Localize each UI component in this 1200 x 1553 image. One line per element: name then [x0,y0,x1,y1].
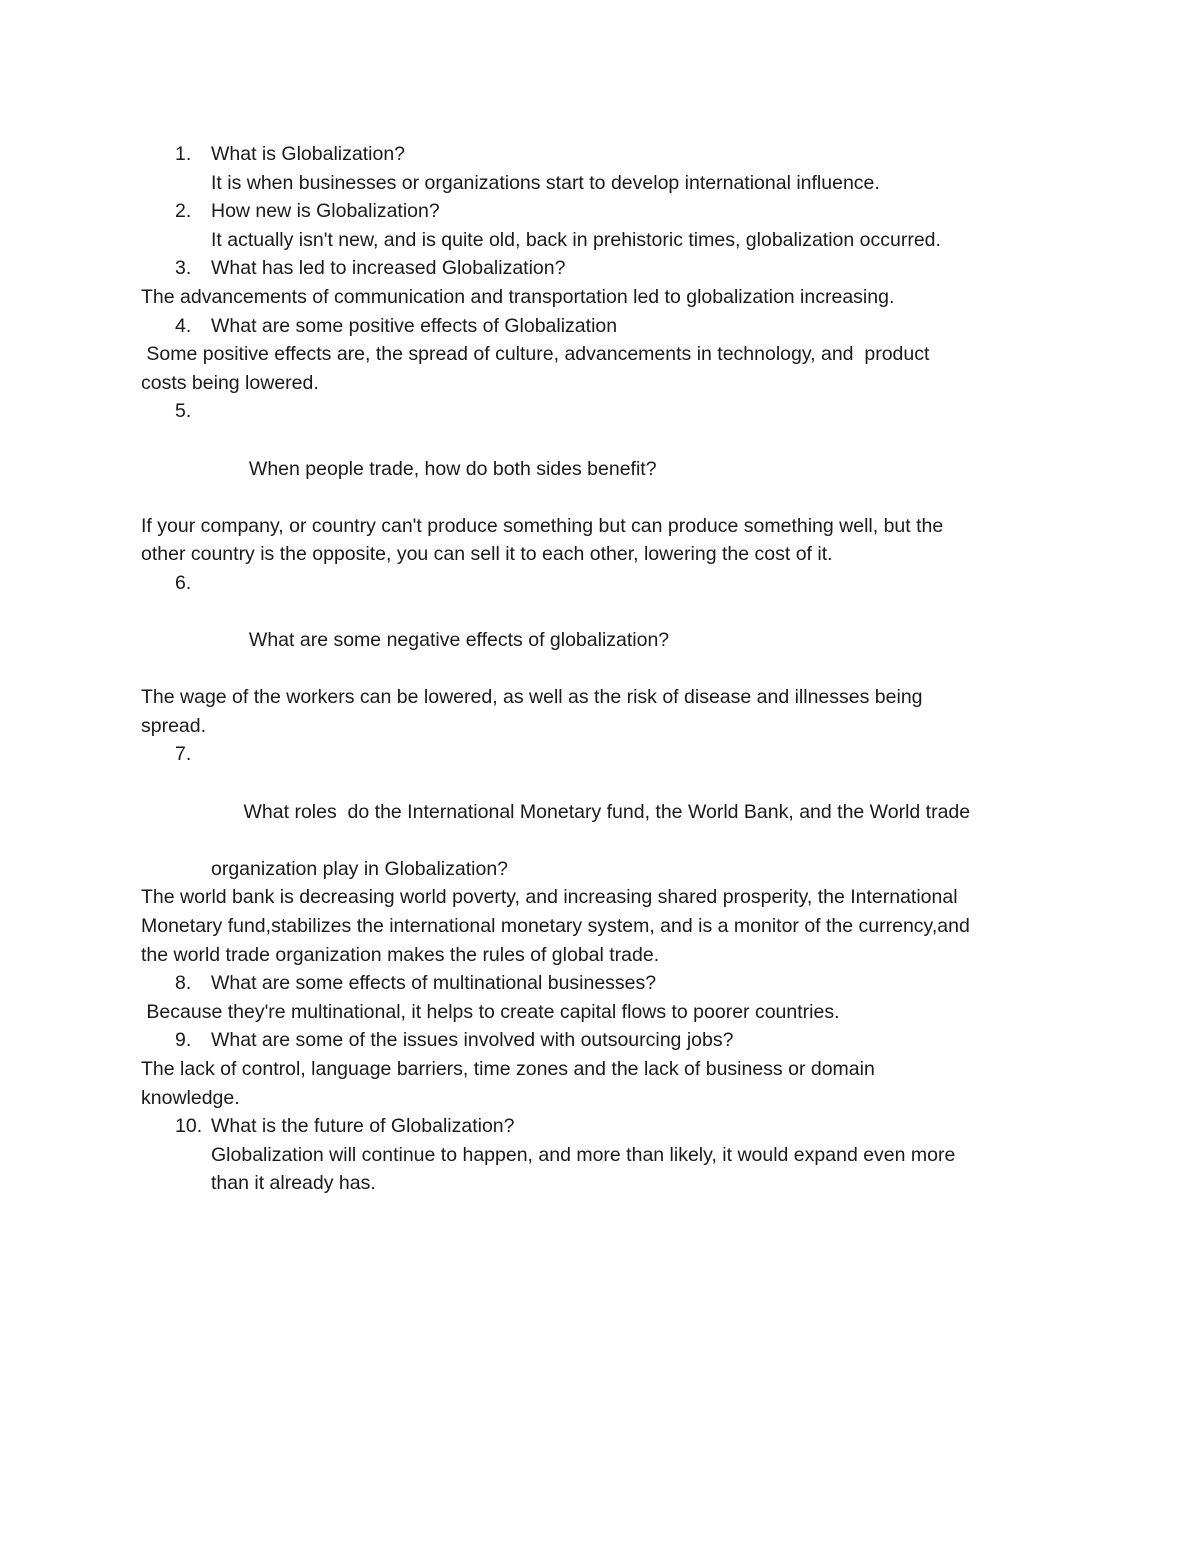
question-text: When people trade, how do both sides benefit? [243,457,657,480]
answer-7-line-2: Monetary fund,stabilizes the international monetary system, and is a monitor of the currency,and [141,915,970,938]
answer-5-line-2: other country is the opposite, you can sell it to each other, lowering the cost of it. [141,543,833,566]
question-10 [141,1112,1071,1141]
question-number: 7. [175,743,192,766]
answer-1-line-1: It is when businesses or organizations start to develop international influence. [211,171,880,194]
question-7 [141,740,1071,854]
question-text: What are some of the issues involved with outsourcing jobs? [211,1029,734,1052]
question-text: How new is Globalization? [211,200,440,223]
answer-5-line-1: If your company, or country can't produce something but can produce something well, but the [141,514,944,537]
question-4 [141,312,1071,341]
qa-list [141,140,1071,1198]
question-number: 1. [175,143,192,165]
question-number: 6. [175,571,192,594]
answer-6-line-1: The wage of the workers can be lowered, as well as the risk of disease and illnesses being [141,686,923,709]
question-7-line-2: organization play in Globalization? [211,857,509,880]
answer-4-line-2: costs being lowered. [141,371,319,394]
question-5 [141,397,1071,511]
answer-6-line-2: spread. [141,714,207,737]
answer-4-line-1: Some positive effects are, the spread of culture, advancements in technology, and product [141,343,930,366]
answer-10-line-1: Globalization will continue to happen, and more than likely, it would expand even more [211,1143,956,1166]
question-text: What is Globalization? [211,143,406,165]
question-3 [141,254,1071,283]
question-8 [141,969,1071,998]
question-text: What are some negative effects of globalization? [243,629,670,652]
question-number: 5. [175,400,192,423]
question-text: What are some effects of multinational businesses? [211,972,657,995]
answer-7-line-1: The world bank is decreasing world poverty, and increasing shared prosperity, the International [141,886,958,909]
answer-10-line-2: than it already has. [211,1172,376,1195]
question-1 [141,140,1071,169]
question-6 [141,569,1071,683]
question-text-line-1: What roles do the International Monetary fund, the World Bank, and the World trade [243,800,971,823]
question-9 [141,1026,1071,1055]
question-2 [141,197,1071,226]
question-text: What are some positive effects of Globalization [211,314,618,337]
answer-7-line-3: the world trade organization makes the rules of global trade. [141,943,660,966]
question-text: What is the future of Globalization? [211,1115,515,1138]
question-number: 3. [175,257,192,280]
question-number: 9. [175,1029,192,1052]
question-number: 10. [175,1115,203,1138]
question-number: 8. [175,972,192,995]
answer-2-line-1: It actually isn't new, and is quite old, back in prehistoric times, globalization occurred. [211,228,941,251]
answer-3-line-1: The advancements of communication and transportation led to globalization increasing. [141,285,895,308]
question-number: 2. [175,200,192,223]
question-number: 4. [175,314,192,337]
answer-9-line-2: knowledge. [141,1086,240,1109]
answer-9-line-1: The lack of control, language barriers, time zones and the lack of business or domain [141,1058,875,1080]
question-text: What has led to increased Globalization? [211,257,566,280]
answer-8-line-1: Because they're multinational, it helps to create capital flows to poorer countries. [141,1000,840,1023]
